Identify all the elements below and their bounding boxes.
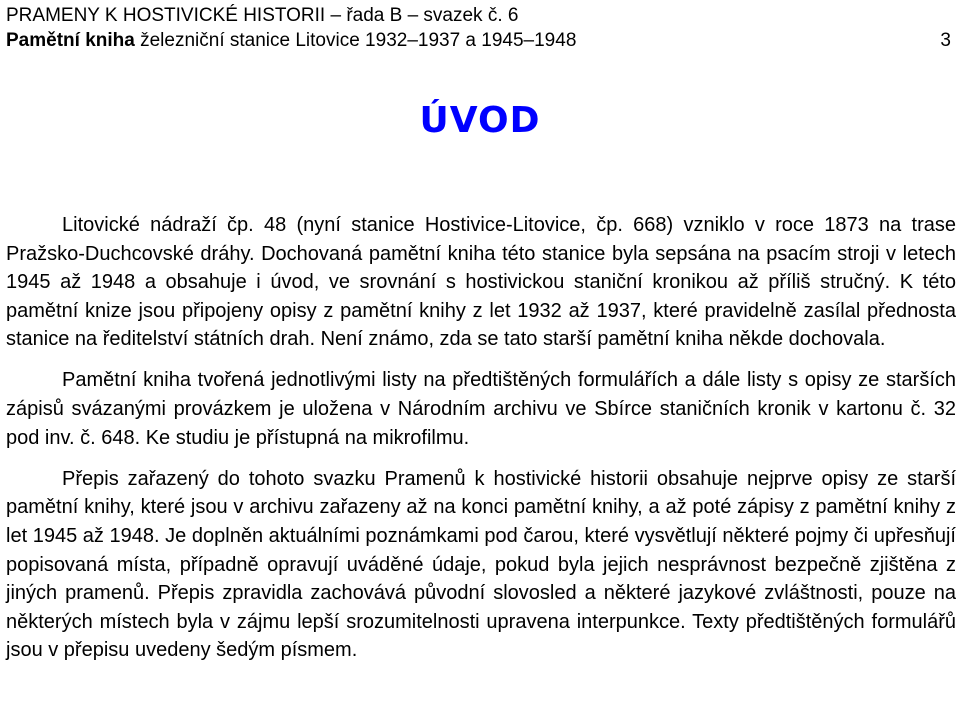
paragraph: Litovické nádraží čp. 48 (nyní stanice Hostivice-Litovice, čp. 668) vzniklo v roce 1873 na trase Pražsko-Duchcovské dráhy. Dochovaná pamětní kniha této stanice byla sepsána na psacím stroji v letech 1945 až 1948 a obsahuje i úvod, ve srovnání s hostivickou staniční kronikou až příliš stručný. K této pamětní knize jsou připojeny opisy z pamětní knihy z let 1932 až 1937, které pravidelně zasílal přednosta stanice na ředitelství státních drah. Není známo, zda se tato starší pamětní kniha někde dochovala.	[6, 214, 956, 351]
paragraph: Pamětní kniha tvořená jednotlivými listy na předtištěných formulářích a dále listy s opisy ze starších zápisů svázanými provázkem je uložena v Národním archivu ve Sbírce staničních kronik v kartonu č. 32 pod inv. č. 648. Ke studiu je přístupná na mikrofilmu.	[6, 369, 956, 449]
volume-title	[6, 28, 576, 53]
running-header	[6, 3, 951, 53]
paragraph: Přepis zařazený do tohoto svazku Pramenů k hostivické historii obsahuje nejprve opisy ze starší pamětní knihy, které jsou v archivu zařazeny až na konci pamětní knihy, a až poté zápisy z pamětní knihy z let 1945 až 1948. Je doplněn aktuálními poznámkami pod čarou, které vysvětlují některé pojmy či upřesňují popisovaná místa, případně opravují uváděné údaje, pokud byla jejich nesprávnost bezpečně zjištěna z jiných pramenů. Přepis zpravidla zachovává původní slovosled a některé jazykové zvláštnosti, pouze na některých místech byla v zájmu lepší srozumitelnosti upravena interpunkce. Texty předtištěných formulářů jsou v přepisu uvedeny šedým písmem.	[6, 467, 956, 662]
body-text	[6, 211, 956, 677]
volume-title-bold: Pamětní kniha	[6, 30, 135, 51]
volume-title-rest: železniční stanice Litovice 1932–1937 a 1945–1948	[134, 30, 577, 51]
chapter-title: ÚVOD	[419, 100, 541, 141]
series-title: PRAMENY K HOSTIVICKÉ HISTORII – řada B – svazek č. 6	[6, 5, 519, 26]
volume-title-line	[6, 28, 951, 53]
page-number: 3	[940, 30, 951, 51]
